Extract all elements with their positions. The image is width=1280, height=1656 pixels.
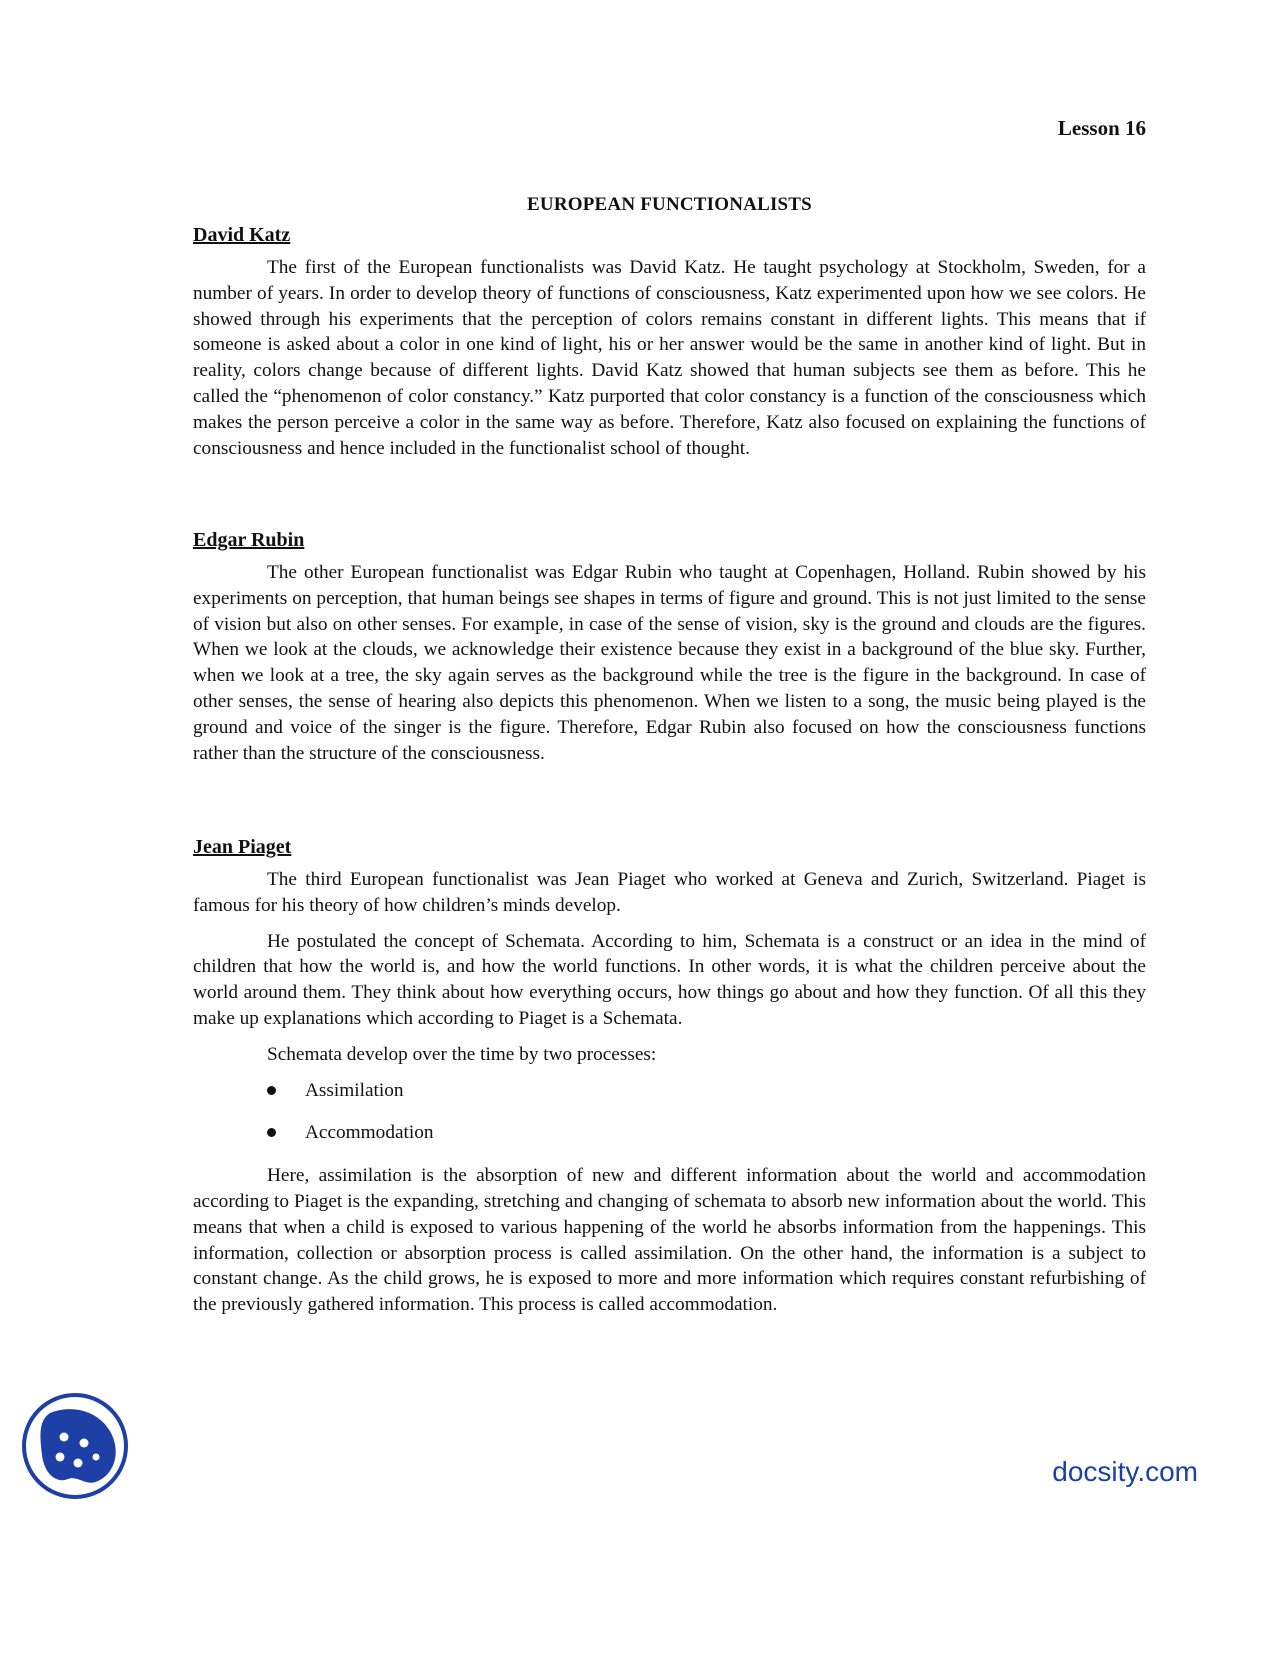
- docsity-logo-icon[interactable]: [20, 1391, 130, 1501]
- section-edgar-rubin: [193, 529, 1146, 776]
- bullet-icon: [267, 1086, 276, 1095]
- document-title: EUROPEAN FUNCTIONALISTS: [527, 194, 812, 215]
- paragraph: The first of the European functionalists was David Katz. He taught psychology at Stockholm, Sweden, for a number of years. In order to develop theory of functions of consciousness, Katz experimented upon how we see colors. He showed through his experiments that the perception of colors remains constant in different lights. This means that if someone is asked about a color in one kind of light, his or her answer would be the same in another kind of light. But in reality, colors change because of different lights. David Katz showed that human subjects see them as before. This he called the “phenomenon of color constancy.” Katz purported that color constancy is a function of the consciousness which makes the person perceive a color in the same way as before. Therefore, Katz also focused on explaining the functions of consciousness and hence included in the functionalist school of thought.: [193, 257, 1146, 459]
- lesson-number: Lesson 16: [1057, 116, 1146, 140]
- list-item: [193, 1078, 1146, 1104]
- section-jean-piaget: [193, 836, 1146, 1328]
- process-list: [193, 1078, 1146, 1147]
- list-item: [193, 1120, 1146, 1146]
- section-heading: David Katz: [193, 224, 291, 246]
- paragraph: The third European functionalist was Jean Piaget who worked at Geneva and Zurich, Switzerland. Piaget is famous for his theory of how children’s minds develop.: [193, 869, 1146, 916]
- section-heading: Jean Piaget: [193, 836, 292, 858]
- paragraph: The other European functionalist was Edgar Rubin who taught at Copenhagen, Holland. Rubin showed by his experiments on perception, that human beings see shapes in terms of figure and ground. This is not just limited to the sense of vision but also on other senses. For example, in case of the sense of vision, sky is the ground and clouds are the figures. When we look at the clouds, we acknowledge their existence because they exist in a background of the blue sky. Further, when we look at a tree, the sky again serves as the background while the tree is the figure in the background. In case of other senses, the sense of hearing also depicts this phenomenon. When we listen to a song, the music being played is the ground and voice of the singer is the figure. Therefore, Edgar Rubin also focused on how the consciousness functions rather than the structure of the consciousness.: [193, 562, 1146, 764]
- logo-graphic: [20, 1391, 130, 1501]
- bullet-icon: [267, 1128, 276, 1137]
- brand-link[interactable]: docsity.com: [1052, 1456, 1198, 1487]
- section-david-katz: [193, 224, 1146, 471]
- paragraph: Schemata develop over the time by two processes:: [267, 1043, 657, 1065]
- list-item-label: Assimilation: [305, 1079, 404, 1101]
- paragraph: He postulated the concept of Schemata. According to him, Schemata is a construct or an idea in the mind of children that how the world is, and how the world functions. In other words, it is what the children perceive about the world around them. They think about how everything occurs, how things go about and how they function. Of all this they make up explanations which according to Piaget is a Schemata.: [193, 930, 1146, 1029]
- section-heading: Edgar Rubin: [193, 529, 305, 551]
- paragraph: Here, assimilation is the absorption of new and different information about the world and accommodation according to Piaget is the expanding, stretching and changing of schemata to absorb new information about the world. This means that when a child is exposed to various happening of the world he absorbs information from the happenings. This information, collection or absorption process is called assimilation. On the other hand, the information is a subject to constant change. As the child grows, he is exposed to more and more information which requires constant refurbishing of the previously gathered information. This process is called accommodation.: [193, 1165, 1146, 1316]
- list-item-label: Accommodation: [305, 1122, 434, 1144]
